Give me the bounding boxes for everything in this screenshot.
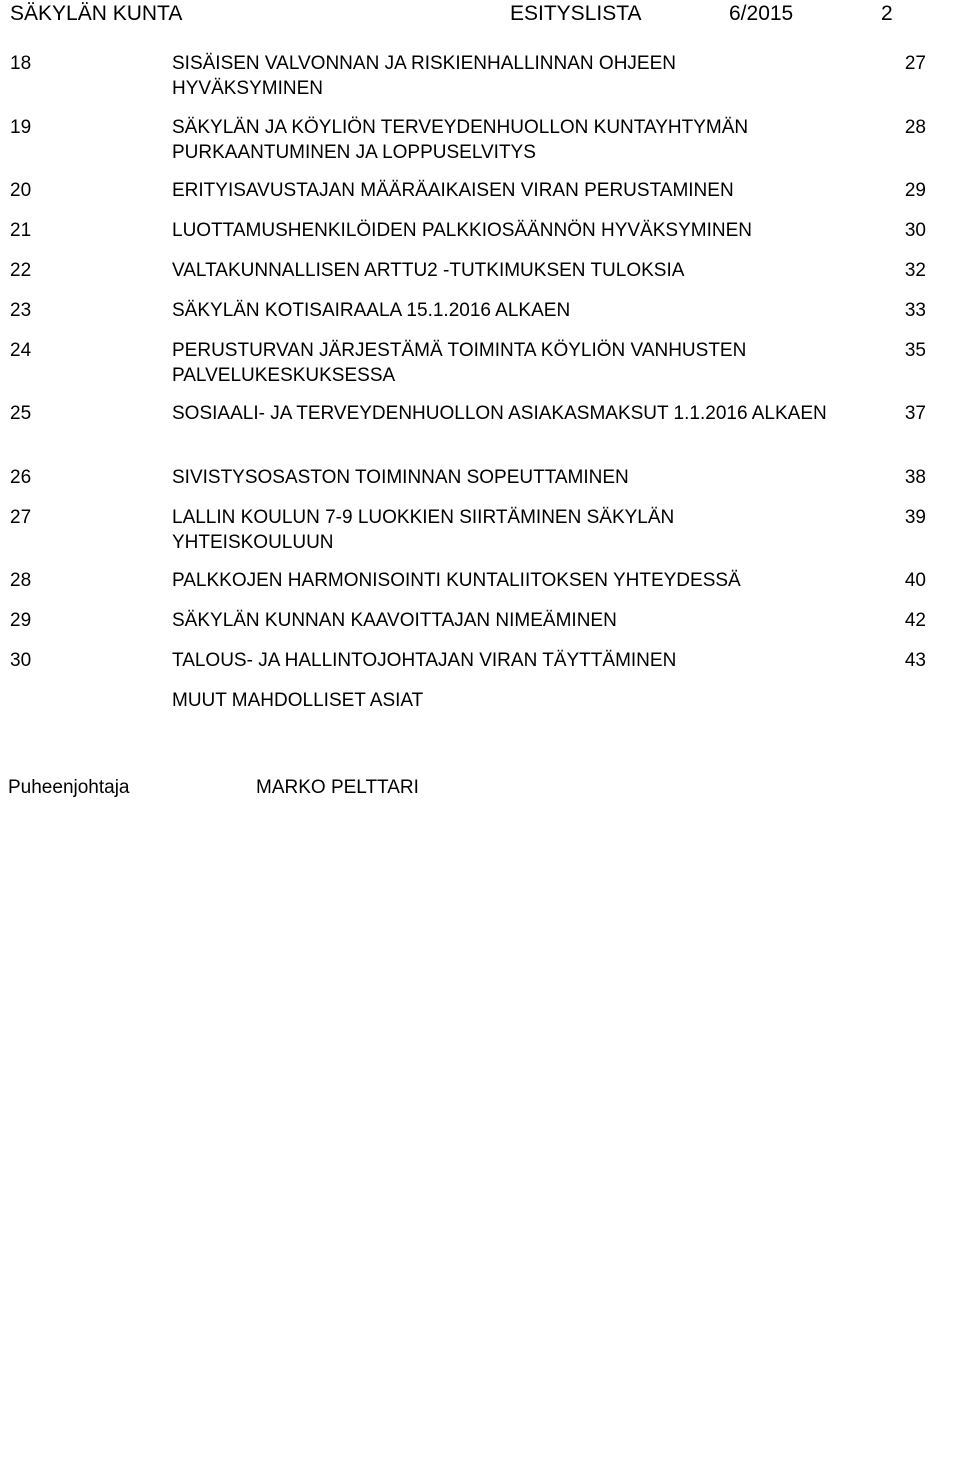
agenda-item-page: 28 [904, 117, 926, 138]
agenda-item-title: SÄKYLÄN KOTISAIRAALA 15.1.2016 ALKAEN [172, 300, 571, 321]
agenda-item-page: 33 [904, 300, 926, 321]
agenda-item-number: 28 [10, 570, 32, 591]
agenda-item-number: 18 [10, 53, 32, 74]
agenda-item-page: 39 [904, 507, 926, 528]
agenda-item-title: SISÄISEN VALVONNAN JA RISKIENHALLINNAN OHJEEN HYVÄKSYMINEN [172, 53, 676, 99]
agenda-item-number: 22 [10, 260, 32, 281]
agenda-item-number: 23 [10, 300, 32, 321]
agenda-item-page: 40 [904, 570, 926, 591]
agenda-item-title: PERUSTURVAN JÄRJESTÄMÄ TOIMINTA KÖYLIÖN VANHUSTEN PALVELUKESKUKSESSA [172, 340, 747, 386]
page-number: 2 [881, 2, 893, 25]
document-header [0, 0, 960, 30]
agenda-item-title: SÄKYLÄN KUNNAN KAAVOITTAJAN NIMEÄMINEN [172, 610, 617, 631]
agenda-item-page: 29 [904, 180, 926, 201]
agenda-item-title: SOSIAALI- JA TERVEYDENHUOLLON ASIAKASMAKSUT 1.1.2016 ALKAEN [172, 403, 827, 424]
signature-role: Puheenjohtaja [8, 777, 130, 798]
agenda-item-number: 21 [10, 220, 32, 241]
agenda-item-page: 38 [904, 467, 926, 488]
agenda-item-page: 37 [904, 403, 926, 424]
agenda-item-page: 35 [904, 340, 926, 361]
agenda-item-page: 42 [904, 610, 926, 631]
agenda-item-page: 43 [904, 650, 926, 671]
agenda-item-number: 26 [10, 467, 32, 488]
agenda-item-title: LALLIN KOULUN 7-9 LUOKKIEN SIIRTÄMINEN SÄKYLÄN YHTEISKOULUUN [172, 507, 675, 553]
agenda-item-page: 30 [904, 220, 926, 241]
document-type: ESITYSLISTA [510, 2, 642, 25]
agenda-item-title: SÄKYLÄN JA KÖYLIÖN TERVEYDENHUOLLON KUNTAYHTYMÄN PURKAANTUMINEN JA LOPPUSELVITYS [172, 117, 749, 163]
agenda-item-number: 19 [10, 117, 32, 138]
agenda-item-title: MUUT MAHDOLLISET ASIAT [172, 690, 424, 711]
agenda-item-page: 27 [904, 53, 926, 74]
agenda-item-number: 20 [10, 180, 32, 201]
signature-block [0, 775, 960, 801]
agenda-item-title: TALOUS- JA HALLINTOJOHTAJAN VIRAN TÄYTTÄMINEN [172, 650, 677, 671]
agenda-item-number: 29 [10, 610, 32, 631]
agenda-item-page: 32 [904, 260, 926, 281]
agenda-item-title: SIVISTYSOSASTON TOIMINNAN SOPEUTTAMINEN [172, 467, 629, 488]
organization-name: SÄKYLÄN KUNTA [10, 2, 183, 25]
agenda-item-title: PALKKOJEN HARMONISOINTI KUNTALIITOKSEN YHTEYDESSÄ [172, 570, 741, 591]
agenda-item-number: 27 [10, 507, 32, 528]
agenda-item-title: LUOTTAMUSHENKILÖIDEN PALKKIOSÄÄNNÖN HYVÄKSYMINEN [172, 220, 752, 241]
agenda-item-title: VALTAKUNNALLISEN ARTTU2 -TUTKIMUKSEN TULOKSIA [172, 260, 685, 281]
agenda-item-number: 25 [10, 403, 32, 424]
agenda-item-number: 24 [10, 340, 32, 361]
meeting-number: 6/2015 [729, 2, 794, 25]
agenda-item-number: 30 [10, 650, 32, 671]
agenda-item-title: ERITYISAVUSTAJAN MÄÄRÄAIKAISEN VIRAN PERUSTAMINEN [172, 180, 734, 201]
signature-name: MARKO PELTTARI [256, 777, 419, 798]
